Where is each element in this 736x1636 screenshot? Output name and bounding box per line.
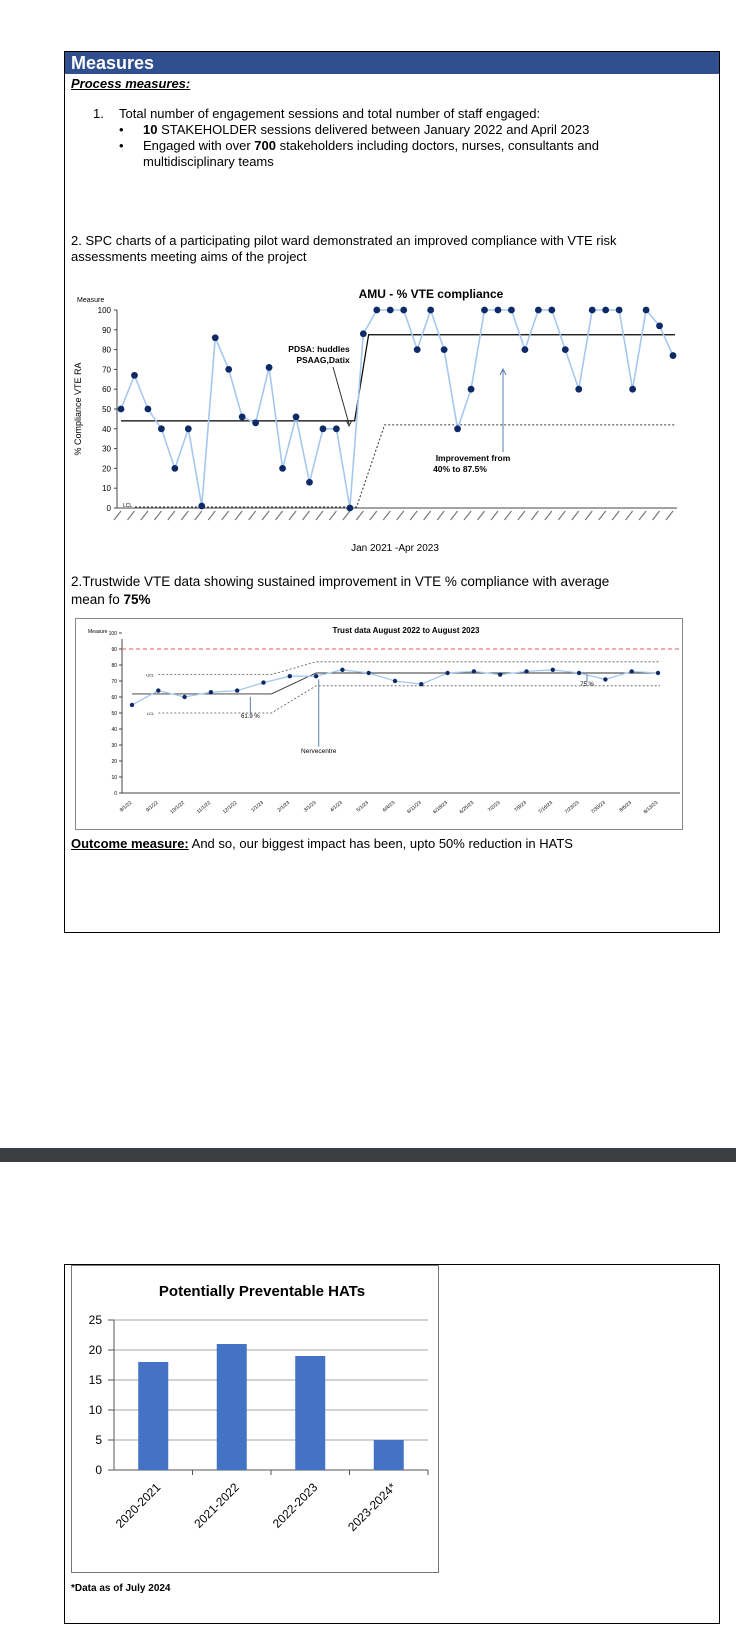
hats-bar [374,1440,404,1470]
amu-data-point [320,425,327,432]
amu-x-tick-mark [612,511,619,520]
trust-y-tick-label: 50 [111,711,117,717]
amu-x-tick-mark [329,511,336,520]
amu-y-tick-label: 30 [102,444,111,454]
item3-line2 [71,592,151,608]
hats-y-tick-label: 10 [88,1403,102,1417]
amu-data-point [360,330,367,337]
item1-number: 1. [93,106,104,121]
hats-x-tick-label: 2020-2021 [112,1480,164,1531]
amu-data-point [400,307,407,314]
trust-y-tick-label: 90 [111,647,117,653]
trust-data-point [445,671,449,675]
trust-x-tick-label: 2/1/23 [276,799,292,814]
trust-x-tick-label: 6/18/23 [432,799,449,816]
amu-data-point [306,479,313,486]
amu-data-point [171,465,178,472]
amu-data-point [629,386,636,393]
trust-x-tick-label: 1/1/23 [250,799,265,814]
amu-data-point [333,425,340,432]
amu-data-point [575,386,582,393]
trust-data-point [340,668,344,672]
amu-data-point [468,386,475,393]
item2-line2: assessments meeting aims of the project [71,249,307,264]
trust-x-tick-label: 9/1/22 [145,799,160,814]
amu-vte-chart [65,274,715,564]
amu-data-point [293,414,300,421]
trust-annotation-after: 75 % [580,681,594,688]
amu-data-point [373,307,380,314]
amu-x-tick-mark [302,511,309,520]
amu-x-tick-mark [262,511,269,520]
hats-bar [138,1362,168,1470]
trust-data-point [235,688,239,692]
amu-x-tick-mark [289,511,296,520]
trust-x-tick-label: 8/13/23 [642,799,660,816]
trust-y-tick-label: 100 [108,631,117,637]
amu-centre-line [121,335,675,421]
amu-x-tick-mark [235,511,242,520]
amu-data-point [212,334,219,341]
amu-annotation-pdsa-2: PSAAG,Datix [296,355,350,365]
amu-x-tick-mark [504,511,511,520]
amu-data-point [548,307,555,314]
amu-x-tick-mark [410,511,417,520]
amu-x-tick-mark [114,511,121,520]
amu-chart-title: AMU - % VTE compliance [358,287,504,301]
trust-x-tick-label: 6/11/23 [406,799,423,816]
trust-data-point [472,669,476,673]
amu-data-point [495,307,502,314]
outcome-measure [71,836,573,852]
amu-y-tick-label: 60 [102,385,111,395]
item3-line2-pre: mean fo [71,592,124,607]
trust-x-tick-label: 7/16/23 [537,799,555,816]
amu-annotation-improvement-1: Improvement from [435,453,511,463]
hats-chart-title: Potentially Preventable HATs [158,1283,366,1300]
amu-x-tick-mark [249,511,256,520]
amu-data-point [427,307,434,314]
trust-y-tick-label: 0 [114,791,117,797]
hats-y-tick-label: 0 [95,1463,102,1477]
hats-panel [64,1264,720,1624]
trust-y-tick-label: 60 [111,695,117,701]
amu-x-tick-mark [195,511,202,520]
trust-x-tick-label: 8/6/23 [618,799,633,814]
amu-data-point [266,364,273,371]
bullet-1-text: STAKEHOLDER sessions delivered between January 2022 and April 2023 [157,122,590,137]
amu-x-tick-mark [222,511,229,520]
bullet-2-line2: multidisciplinary teams [143,154,274,169]
amu-x-tick-mark [276,511,283,520]
trust-y-top-title: Measure [88,629,108,635]
hats-y-tick-label: 20 [88,1343,102,1357]
hats-bar [295,1356,325,1470]
amu-x-tick-mark [154,511,161,520]
trust-lcl-line [158,686,660,713]
trust-data-point [630,669,634,673]
bullet-2-line1: stakeholders including doctors, nurses, consultants and [276,138,600,153]
hats-bar [217,1344,247,1470]
trust-x-tick-label: 7/2/23 [486,799,502,814]
amu-x-tick-mark [545,511,552,520]
trust-x-tick-label: 10/1/22 [169,799,186,816]
amu-x-tick-mark [141,511,148,520]
hats-y-tick-label: 25 [88,1313,102,1327]
amu-y-tick-label: 80 [102,345,111,355]
amu-y-tick-label: 10 [102,484,111,494]
amu-lcl-line [135,425,675,507]
amu-data-point [616,307,623,314]
amu-x-tick-mark [626,511,633,520]
amu-x-tick-mark [464,511,471,520]
measures-panel [64,51,720,933]
amu-x-tick-mark [208,511,215,520]
hats-x-tick-label: 2023-2024* [345,1480,399,1535]
trust-y-tick-label: 70 [111,679,117,685]
amu-x-tick-mark [370,511,377,520]
trust-lcl-label: LCL [146,711,155,716]
amu-series-line [121,310,673,508]
trust-y-tick-label: 80 [111,663,117,669]
amu-x-tick-mark [531,511,538,520]
amu-y-tick-label: 90 [102,325,111,335]
bullet-1 [143,122,589,138]
amu-data-point [481,307,488,314]
amu-y-tick-label: 0 [106,504,111,513]
trust-data-point [419,682,423,686]
amu-data-point [670,352,677,359]
trust-x-tick-label: 5/1/23 [355,799,370,814]
hats-x-tick-label: 2021-2022 [191,1480,242,1531]
amu-data-point [656,322,663,329]
amu-data-point [225,366,232,373]
amu-data-point [279,465,286,472]
trust-data-point [577,671,581,675]
amu-data-point [145,406,152,413]
trust-chart-title: Trust data August 2022 to August 2023 [332,626,480,635]
amu-data-point [562,346,569,353]
amu-y-tick-label: 50 [102,405,111,414]
trust-data-point [182,695,186,699]
trust-data-point [603,677,607,681]
item3-line1: 2.Trustwide VTE data showing sustained improvement in VTE % compliance with average [71,574,610,589]
amu-x-tick-mark [451,511,458,520]
hats-bar-chart [72,1266,438,1572]
amu-x-tick-mark [356,511,363,520]
bullet-1-bold: 10 [143,122,158,137]
amu-x-tick-mark [585,511,592,520]
amu-data-point [522,346,529,353]
amu-data-point [252,419,259,426]
amu-data-point [131,372,138,379]
trust-y-tick-label: 20 [111,759,117,765]
trust-data-point [367,671,371,675]
trust-y-tick-label: 10 [111,775,117,781]
amu-y-top-title: Measure [77,297,105,304]
amu-data-point [346,505,353,512]
amu-data-point [185,425,192,432]
item2-line1: 2. SPC charts of a participating pilot ward demonstrated an improved compliance with VTE risk [71,233,617,248]
bullet-1-marker: • [119,122,124,137]
trust-data-point [551,668,555,672]
amu-data-point [535,307,542,314]
amu-data-point [454,425,461,432]
trust-x-tick-label: 3/1/23 [302,799,318,814]
bullet-2-marker: • [119,138,124,153]
trust-x-tick-label: 8/1/22 [118,799,134,814]
amu-annotation-pdsa-1: PDSA: huddles [288,344,350,354]
trust-x-tick-label: 12/1/22 [221,799,239,816]
trust-x-tick-label: 11/1/22 [195,799,213,816]
amu-x-tick-mark [666,511,673,520]
trust-data-point [393,679,397,683]
amu-x-tick-mark [491,511,498,520]
outcome-label: Outcome measure: [71,836,189,851]
amu-x-tick-mark [478,511,485,520]
amu-data-point [508,307,515,314]
trust-x-tick-label: 7/30/23 [590,799,607,816]
amu-x-tick-mark [168,511,175,520]
bullet-2 [143,138,599,154]
amu-annotation-improvement-2: 40% to 87.5% [433,464,487,474]
trust-data-point [156,688,160,692]
hats-chart-frame [71,1265,439,1573]
amu-x-axis-label: Jan 2021 -Apr 2023 [351,543,439,554]
amu-data-point [441,346,448,353]
hats-x-tick-label: 2022-2023 [269,1480,321,1531]
amu-data-point [643,307,650,314]
amu-x-tick-mark [424,511,431,520]
amu-y-tick-label: 40 [102,424,111,434]
measures-header: Measures [65,52,719,74]
trust-x-tick-label: 7/23/23 [563,799,581,816]
trust-chart-frame [75,618,683,830]
amu-data-point [118,406,125,413]
amu-x-tick-mark [316,511,323,520]
amu-data-point [414,346,421,353]
bullet-2-bold: 700 [254,138,276,153]
amu-x-tick-mark [653,511,660,520]
amu-x-tick-mark [558,511,565,520]
trust-y-tick-label: 30 [111,743,117,749]
amu-y-tick-label: 70 [102,365,111,375]
amu-y-tick-label: 100 [97,306,111,315]
amu-x-tick-mark [518,511,525,520]
amu-data-point [602,307,609,314]
trust-data-point [209,690,213,694]
amu-y-axis-label: % Compliance VTE RA [73,362,83,456]
amu-x-tick-mark [639,511,646,520]
hats-y-tick-label: 5 [95,1433,102,1447]
amu-x-tick-mark [397,511,404,520]
outcome-text: And so, our biggest impact has been, upto 50% reduction in HATS [188,836,573,851]
trust-data-point [524,669,528,673]
bullet-2-pre: Engaged with over [143,138,255,153]
amu-data-point [589,307,596,314]
amu-pdsa-arrow [333,367,349,424]
amu-x-tick-mark [437,511,444,520]
amu-data-point [387,307,394,314]
trust-annotation-before: 61.9 % [241,713,260,720]
amu-x-tick-mark [599,511,606,520]
trust-y-tick-label: 40 [111,727,117,733]
amu-x-tick-mark [383,511,390,520]
amu-x-tick-mark [181,511,188,520]
amu-x-tick-mark [343,511,350,520]
trust-data-point [498,672,502,676]
amu-x-tick-mark [127,511,134,520]
trust-data-point [314,674,318,678]
amu-data-point [239,414,246,421]
trust-x-tick-label: 4/1/23 [329,799,344,814]
amu-data-point [198,503,205,510]
item3-line2-bold: 75% [123,592,151,607]
amu-lcl-label: LCL [123,503,133,509]
page-separator [0,1148,736,1162]
hats-y-tick-label: 15 [88,1373,102,1387]
trust-data-point [261,680,265,684]
amu-x-tick-mark [572,511,579,520]
trust-data-point [656,671,660,675]
trust-annotation-event: Nervecentre [301,748,337,755]
trust-ucl-label: UCL [146,672,155,678]
trust-vte-chart [76,619,682,829]
trust-data-point [130,703,134,707]
trust-x-tick-label: 6/4/23 [381,799,397,814]
trust-x-tick-label: 6/25/23 [458,799,476,816]
amu-data-point [158,425,165,432]
amu-y-tick-label: 20 [102,464,111,474]
item1-text: Total number of engagement sessions and total number of staff engaged: [119,106,541,121]
hats-footnote: *Data as of July 2024 [71,1583,171,1594]
trust-x-tick-label: 7/9/23 [513,799,528,814]
trust-data-point [288,674,292,678]
process-measures-heading: Process measures: [71,76,191,91]
